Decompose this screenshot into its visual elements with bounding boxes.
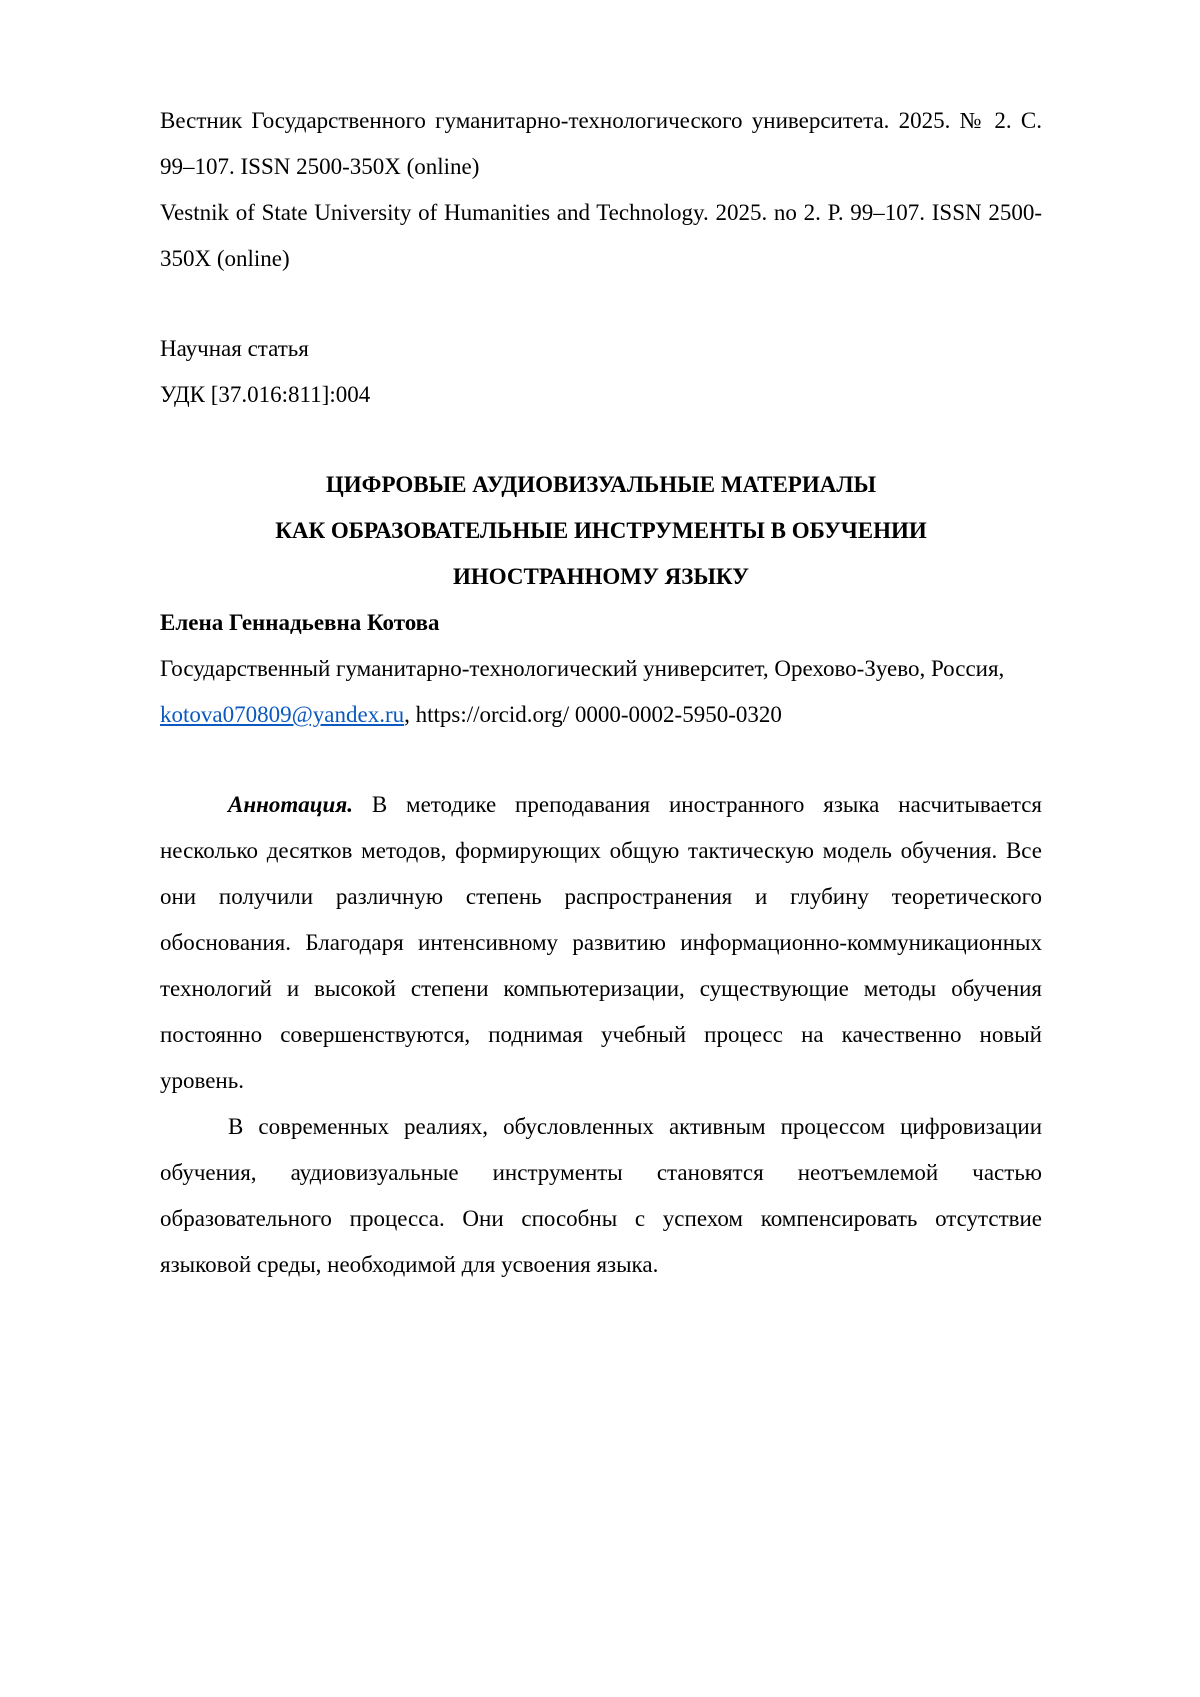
article-type-label: Научная статья [160, 336, 309, 361]
journal-header [160, 98, 1042, 282]
journal-citation-en: Vestnik of State University of Humanities and Technology. 2025. no 2. P. 99–107. ISSN 2500-350X (online) [160, 200, 1042, 271]
journal-citation-ru: Вестник Государственного гуманитарно-технологического университета. 2025. № 2. С. 99–107. ISSN 2500-350X (online) [160, 108, 1042, 179]
email-link[interactable]: kotova070809@yandex.ru [160, 702, 405, 727]
author-name: Елена Геннадьевна Котова [160, 610, 440, 635]
author-affiliation [160, 646, 1042, 738]
udk-code: УДК [37.016:811]:004 [160, 382, 371, 407]
article-title-line-1: ЦИФРОВЫЕ АУДИОВИЗУАЛЬНЫЕ МАТЕРИАЛЫ [325, 472, 877, 497]
abstract-text: В методике преподавания иностранного языка насчитывается несколько десятков методов, формирующих общую тактическую модель обучения. Все они получили различную степень распространения и глубину теоретического обоснования. Благодаря интенсивному развитию информационно-коммуникационных технологий и высокой степени компьютеризации, существующие методы обучения постоянно совершенствуются, поднимая учебный процесс на качественно новый уровень. [160, 792, 1042, 1093]
abstract-paragraph-2: В современных реалиях, обусловленных активным процессом цифровизации обучения, аудиовизуальные инструменты становятся неотъемлемой частью образовательного процесса. Они способны с успехом компенсировать отсутствие языковой среды, необходимой для усвоения языка. [160, 1114, 1042, 1277]
article-meta [160, 326, 1042, 418]
article-title-line-3: ИНОСТРАННОМУ ЯЗЫКУ [452, 564, 750, 589]
affiliation-text-after: , https://orcid.org/ 0000-0002-5950-0320 [404, 702, 782, 727]
article-title-line-2: КАК ОБРАЗОВАТЕЛЬНЫЕ ИНСТРУМЕНТЫ В ОБУЧЕНИИ [275, 518, 927, 543]
affiliation-text-before: Государственный гуманитарно-технологический университет, Орехово-Зуево, Россия, [160, 656, 1005, 681]
abstract-section [160, 782, 1042, 1288]
abstract-label: Аннотация. [228, 792, 353, 817]
abstract-paragraph [160, 782, 1042, 1104]
article-title [160, 462, 1042, 600]
